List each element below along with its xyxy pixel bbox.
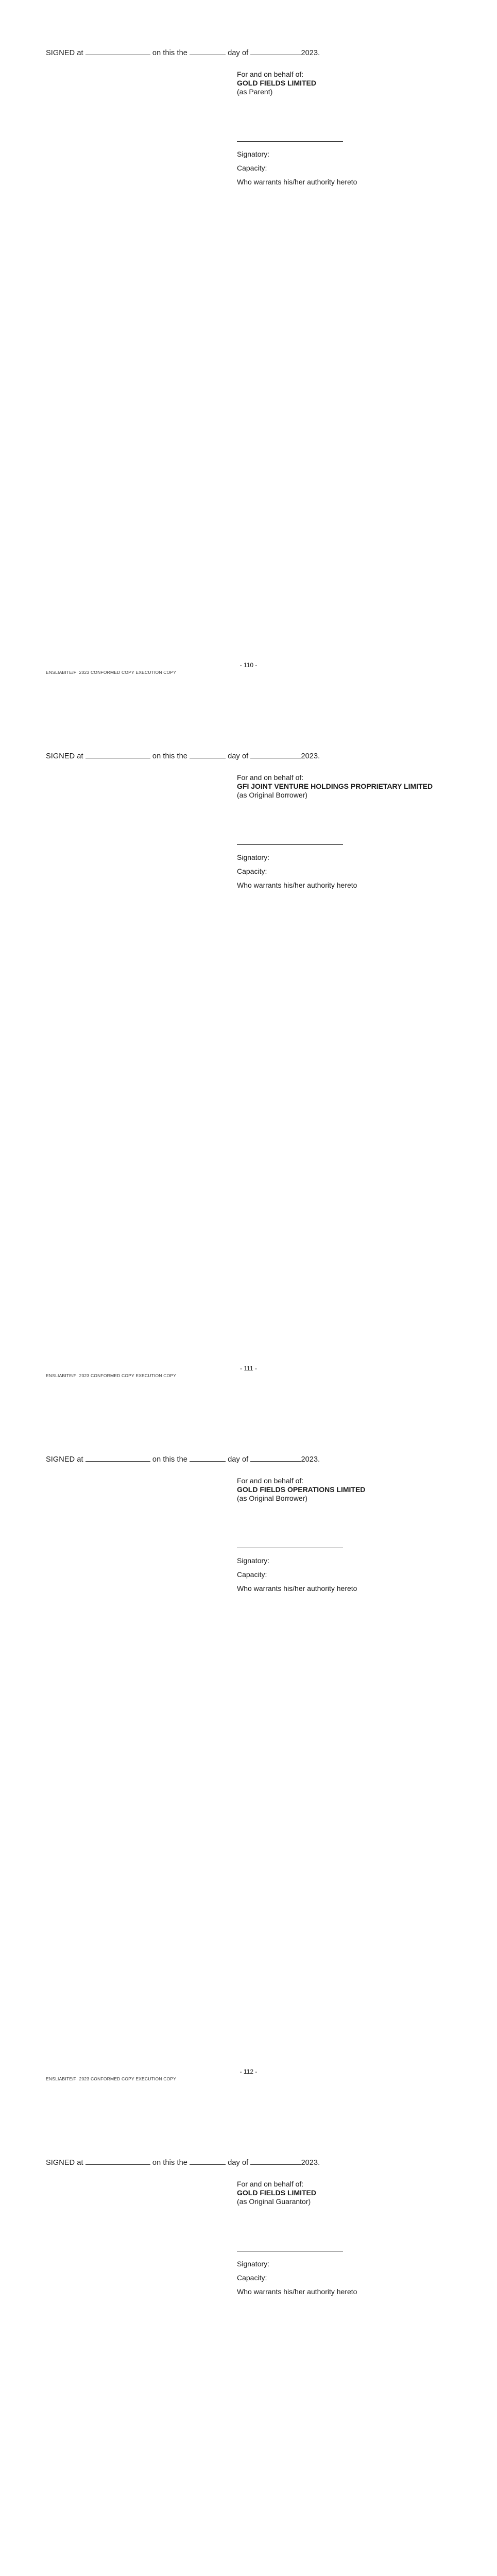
day-blank <box>190 49 226 55</box>
document-reference: ENSLIABITE/F· 2023 CONFORMED COPY EXECUTION COPY <box>46 2076 177 2081</box>
signature-block <box>237 773 453 890</box>
month-blank <box>250 49 301 55</box>
signed-at-label: SIGNED at <box>46 49 83 57</box>
year-label: 2023. <box>301 49 320 57</box>
signed-at-line <box>46 2159 320 2167</box>
day-of-label: day of <box>228 2159 249 2167</box>
month-blank <box>250 1455 301 1462</box>
year-label: 2023. <box>301 752 320 760</box>
document-page-111 <box>0 703 497 1406</box>
document-page-110 <box>0 0 497 703</box>
entity-name: GOLD FIELDS LIMITED <box>237 2189 316 2197</box>
signed-at-line <box>46 49 320 57</box>
signed-at-line <box>46 752 320 760</box>
place-blank <box>85 49 150 55</box>
page-number: - 111 - <box>240 1365 257 1372</box>
document-reference: ENSLIABITE/F· 2023 CONFORMED COPY EXECUTION COPY <box>46 1373 177 1378</box>
signature-block <box>237 70 453 187</box>
signature-block <box>237 1477 453 1593</box>
month-blank <box>250 2159 301 2165</box>
signed-at-line <box>46 1455 320 1464</box>
entity-role: (as Original Borrower) <box>237 791 307 799</box>
signatory-label: Signatory: <box>237 2260 270 2268</box>
day-blank <box>190 1455 226 1462</box>
signatory-label: Signatory: <box>237 1556 270 1565</box>
capacity-label: Capacity: <box>237 1570 267 1579</box>
authority-label: Who warrants his/her authority hereto <box>237 178 357 186</box>
document-page-113 <box>0 2110 497 2576</box>
document-page-112 <box>0 1406 497 2110</box>
capacity-label: Capacity: <box>237 164 267 172</box>
signed-at-label: SIGNED at <box>46 2159 83 2167</box>
entity-role: (as Original Borrower) <box>237 1494 307 1502</box>
on-behalf-label: For and on behalf of: <box>237 70 304 78</box>
signature-line <box>237 141 343 142</box>
capacity-label: Capacity: <box>237 2274 267 2282</box>
entity-role: (as Parent) <box>237 88 273 96</box>
entity-name: GFI JOINT VENTURE HOLDINGS PROPRIETARY LIMITED <box>237 782 433 790</box>
place-blank <box>85 2159 150 2165</box>
entity-name: GOLD FIELDS OPERATIONS LIMITED <box>237 1485 366 1494</box>
on-behalf-label: For and on behalf of: <box>237 773 304 782</box>
authority-label: Who warrants his/her authority hereto <box>237 1584 357 1592</box>
day-of-label: day of <box>228 49 249 57</box>
on-this-the-label: on this the <box>152 1455 187 1464</box>
authority-label: Who warrants his/her authority hereto <box>237 2287 357 2296</box>
entity-name: GOLD FIELDS LIMITED <box>237 79 316 87</box>
page-number: - 110 - <box>239 662 258 669</box>
signatory-label: Signatory: <box>237 150 270 158</box>
signed-at-label: SIGNED at <box>46 752 83 760</box>
day-of-label: day of <box>228 1455 249 1464</box>
page-number: - 112 - <box>239 2068 258 2075</box>
on-this-the-label: on this the <box>152 49 187 57</box>
signature-line <box>237 844 343 845</box>
authority-label: Who warrants his/her authority hereto <box>237 881 357 889</box>
entity-role: (as Original Guarantor) <box>237 2197 311 2206</box>
year-label: 2023. <box>301 1455 320 1464</box>
year-label: 2023. <box>301 2159 320 2167</box>
signed-at-label: SIGNED at <box>46 1455 83 1464</box>
place-blank <box>85 752 150 758</box>
day-blank <box>190 2159 226 2165</box>
on-behalf-label: For and on behalf of: <box>237 1477 304 1485</box>
capacity-label: Capacity: <box>237 867 267 875</box>
signature-block <box>237 2180 453 2296</box>
day-of-label: day of <box>228 752 249 760</box>
on-this-the-label: on this the <box>152 2159 187 2167</box>
day-blank <box>190 752 226 758</box>
on-this-the-label: on this the <box>152 752 187 760</box>
month-blank <box>250 752 301 758</box>
place-blank <box>85 1455 150 1462</box>
signatory-label: Signatory: <box>237 853 270 861</box>
document-reference: ENSLIABITE/F· 2023 CONFORMED COPY EXECUTION COPY <box>46 670 177 675</box>
on-behalf-label: For and on behalf of: <box>237 2180 304 2188</box>
